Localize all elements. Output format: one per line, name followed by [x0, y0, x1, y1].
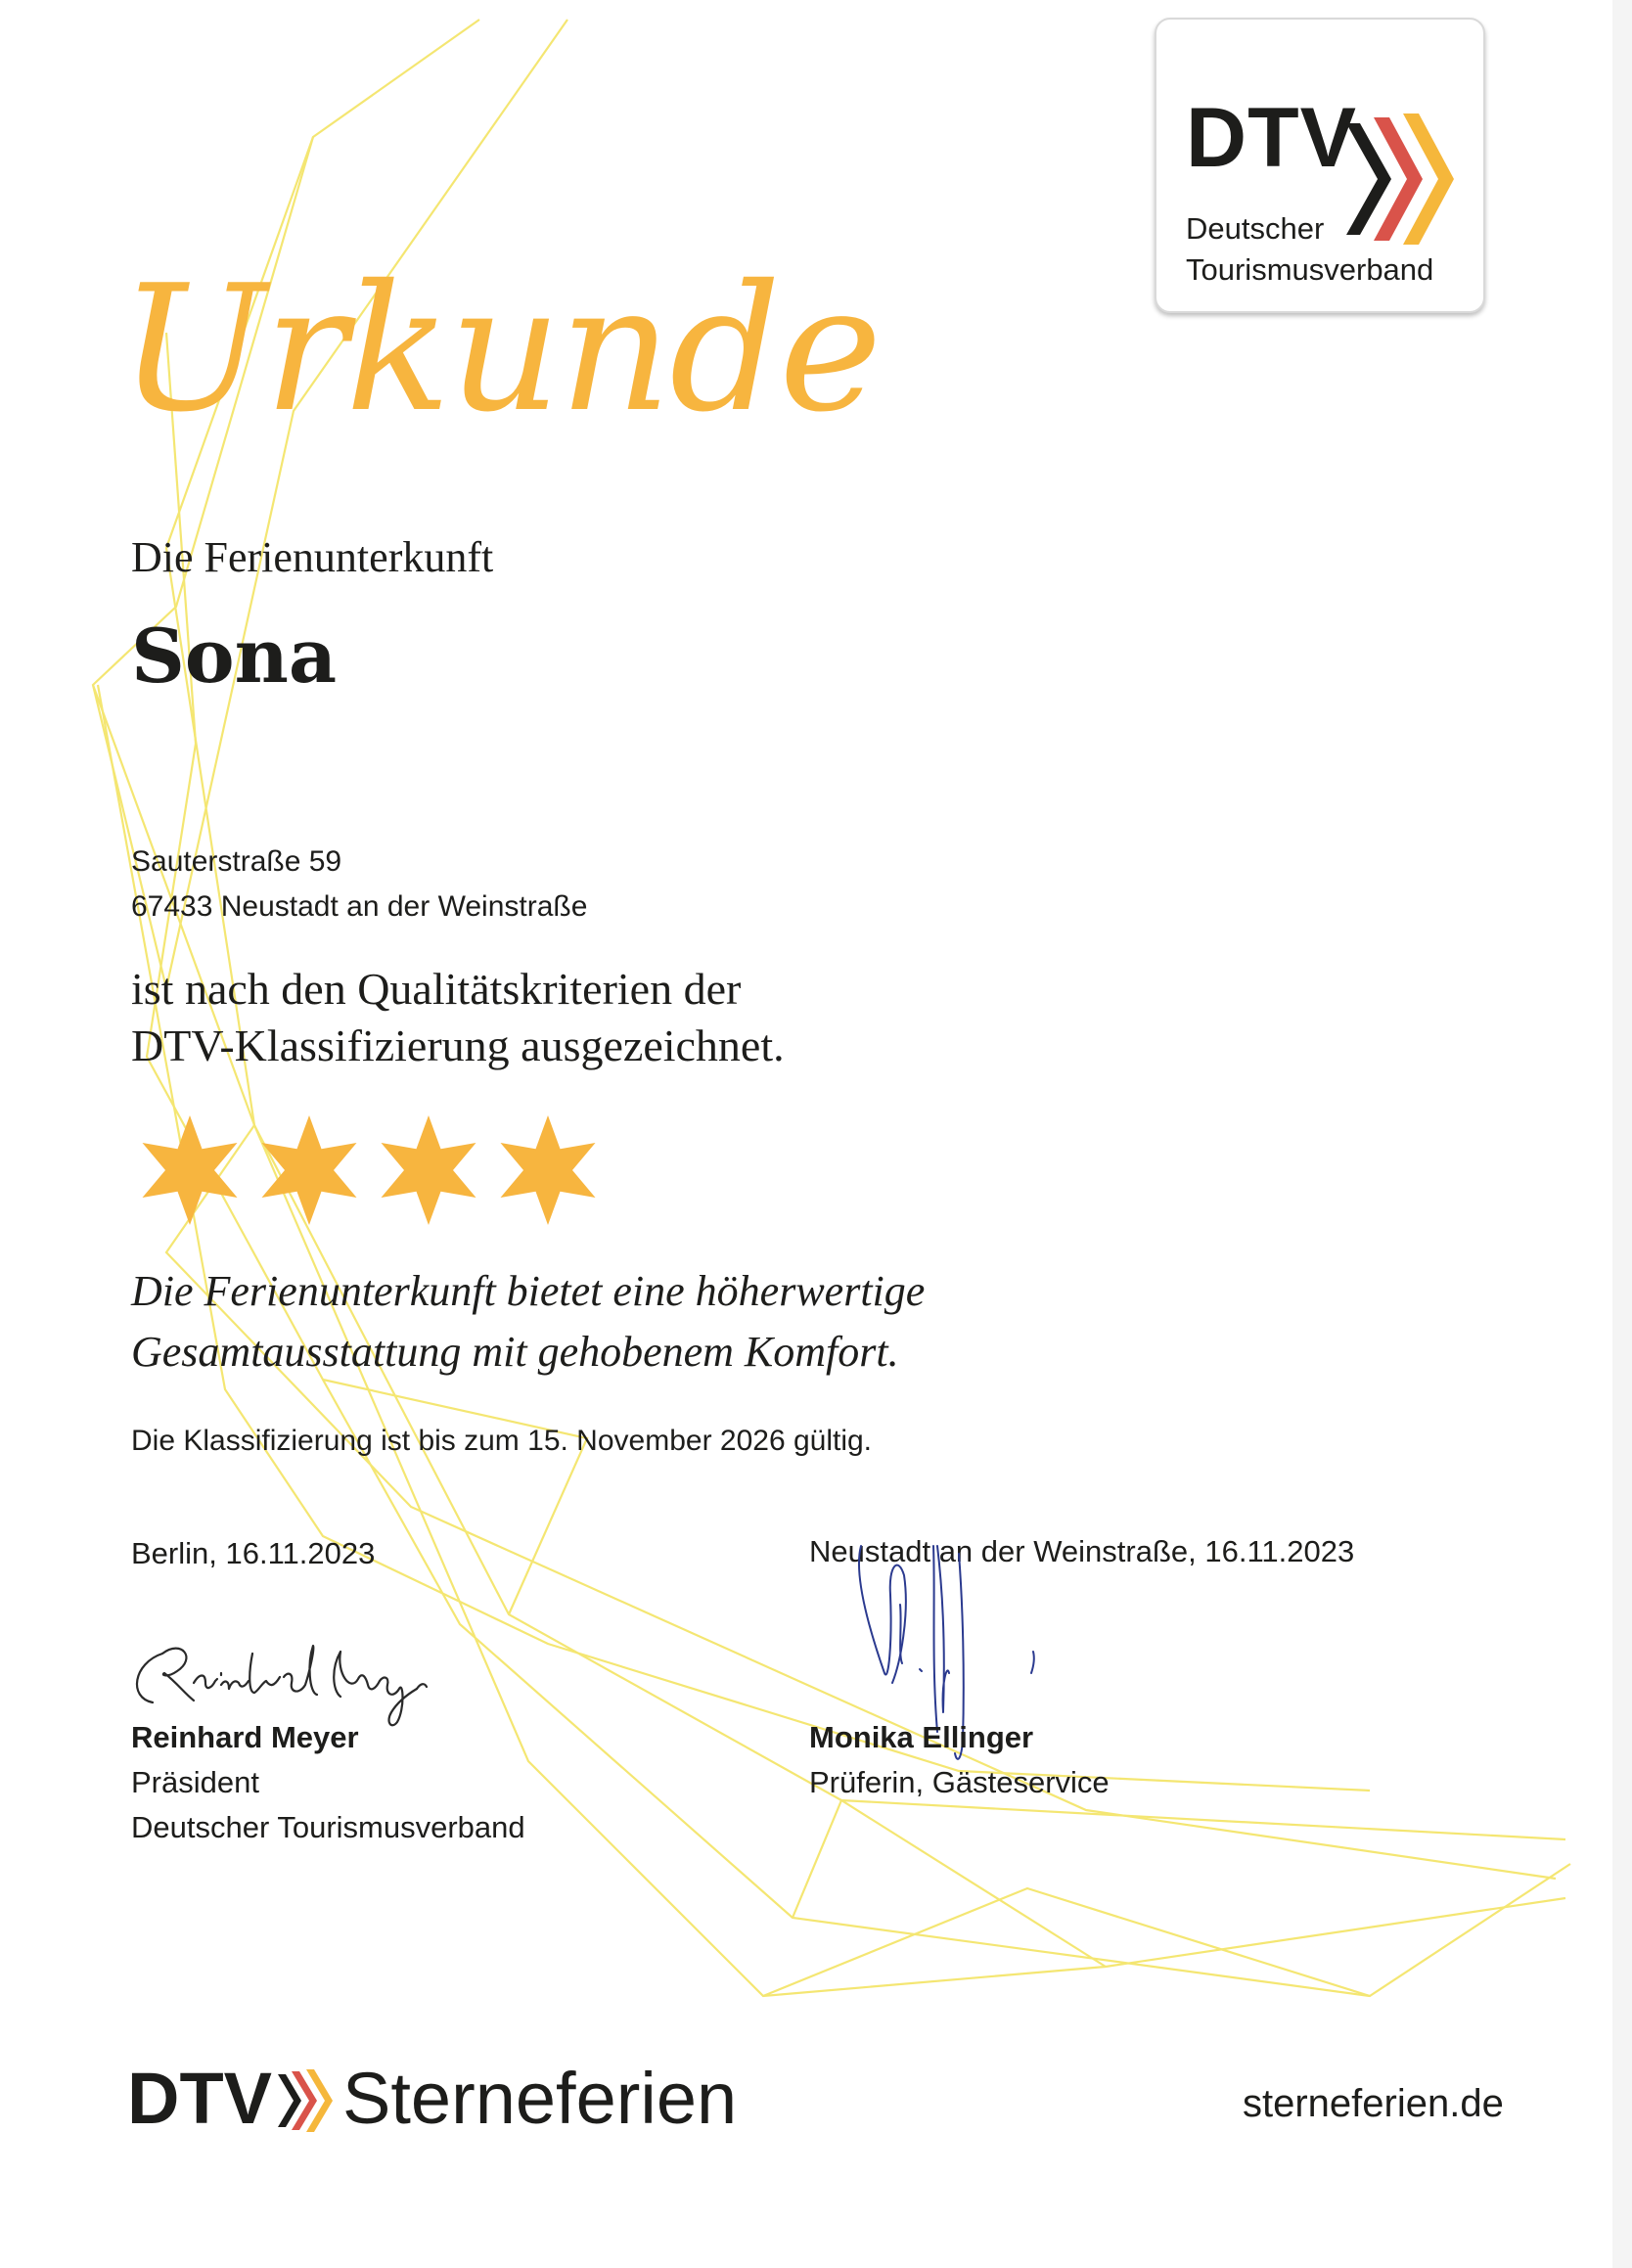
star-rating — [131, 1111, 620, 1229]
place-date-right: Neustadt an der Weinstraße, 16.11.2023 — [809, 1534, 1355, 1568]
footer-website-link[interactable]: sterneferien.de — [1243, 2082, 1504, 2125]
chevron-arrows-icon — [1340, 110, 1456, 249]
signer-right-role: Prüferin, Gästeservice — [809, 1765, 1110, 1799]
star-icon — [382, 1115, 476, 1225]
criteria-text-line1: ist nach den Qualitätskriterien der — [131, 964, 742, 1014]
certificate-title: Urkunde — [119, 248, 881, 450]
address-street: Sauterstraße 59 — [131, 845, 342, 878]
validity-text: Die Klassifizierung ist bis zum 15. November 2026 gültig. — [131, 1425, 873, 1457]
star-icon — [262, 1115, 357, 1225]
property-name: Sona — [131, 612, 338, 700]
signer-right-name: Monika Ellinger — [809, 1720, 1034, 1754]
signature-left — [123, 1624, 456, 1732]
dtv-logo-box — [1155, 18, 1485, 313]
star-icon — [501, 1115, 596, 1225]
scan-edge — [1612, 0, 1632, 2268]
footer-chevron-arrows-icon — [276, 2068, 335, 2133]
description-line2: Gesamtausstattung mit gehobenem Komfort. — [131, 1328, 899, 1376]
criteria-text-line2: DTV-Klassifizierung ausgezeichnet. — [131, 1021, 785, 1070]
signer-left-organization: Deutscher Tourismusverband — [131, 1810, 525, 1844]
star-icon — [143, 1115, 238, 1225]
logo-text-line1: Deutscher — [1186, 211, 1325, 246]
logo-abbreviation: DTV — [1186, 91, 1357, 185]
logo-text-line2: Tourismusverband — [1186, 252, 1434, 287]
description-line1: Die Ferienunterkunft bietet eine höherwertige — [131, 1267, 926, 1315]
footer-brand-abbr: DTV — [127, 2058, 272, 2139]
place-date-left: Berlin, 16.11.2023 — [131, 1536, 376, 1570]
signer-left-name: Reinhard Meyer — [131, 1720, 359, 1754]
signer-left-role: Präsident — [131, 1765, 259, 1799]
address-city: 67433 Neustadt an der Weinstraße — [131, 890, 588, 923]
intro-text: Die Ferienunterkunft — [131, 533, 494, 581]
footer-brand-name: Sterneferien — [342, 2058, 738, 2139]
